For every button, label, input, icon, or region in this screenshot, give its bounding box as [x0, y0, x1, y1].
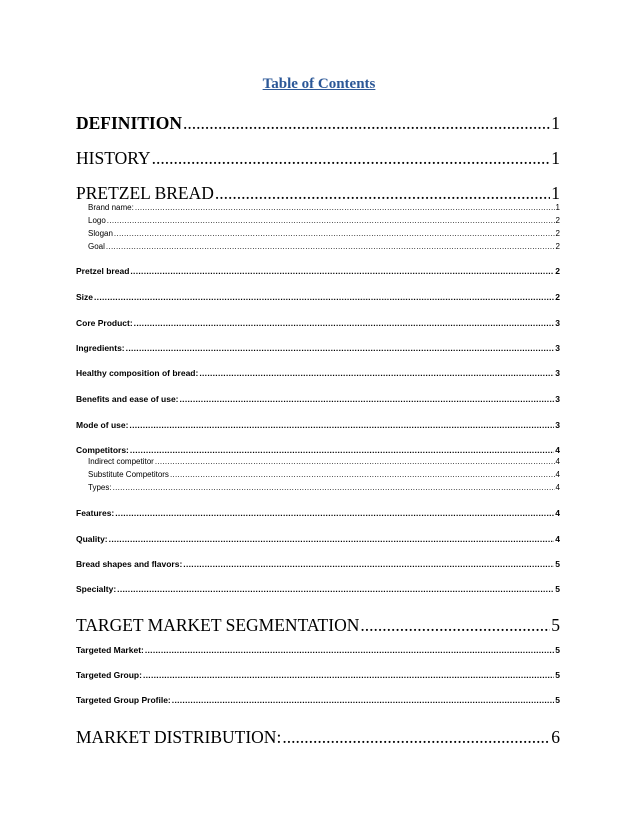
toc-entry[interactable] [76, 343, 560, 353]
toc-entry-label: TARGET MARKET SEGMENTATION [76, 615, 360, 635]
toc-dot-leader [282, 727, 550, 748]
toc-entry-label: Core Product: [76, 318, 133, 328]
toc-entry-label: Ingredients: [76, 343, 125, 353]
toc-dot-leader [155, 457, 555, 466]
toc-dot-leader [183, 559, 554, 569]
toc-entry[interactable] [76, 318, 560, 328]
toc-dot-leader [130, 445, 554, 455]
toc-dot-leader [94, 292, 554, 302]
toc-entry[interactable] [76, 183, 560, 204]
toc-dot-leader [115, 508, 554, 518]
toc-entry-label: Indirect competitor [88, 457, 154, 466]
toc-entry-label: Size [76, 292, 94, 302]
toc-entry-label: Slogan [88, 229, 113, 238]
toc-entry[interactable] [76, 695, 560, 705]
toc-page-number: 3 [555, 343, 560, 353]
toc-dot-leader [145, 645, 554, 655]
toc-entry-label: Competitors: [76, 445, 129, 455]
toc-entry-label: PRETZEL BREAD [76, 183, 214, 203]
toc-entry-label: HISTORY [76, 148, 151, 168]
toc-page-number: 2 [555, 266, 560, 276]
toc-entry[interactable] [76, 584, 560, 594]
toc-dot-leader [215, 183, 550, 204]
toc-entry-label: Features: [76, 508, 115, 518]
toc-entry-label: Healthy composition of bread: [76, 368, 199, 378]
toc-dot-leader [107, 216, 555, 225]
toc-entry-label: Specialty: [76, 584, 117, 594]
toc-entry[interactable] [76, 483, 560, 492]
toc-page-number: 4 [555, 457, 560, 466]
toc-page-number: 5 [555, 584, 560, 594]
toc-dot-leader [172, 695, 554, 705]
toc-dot-leader [114, 229, 555, 238]
toc-entry[interactable] [76, 470, 560, 479]
toc-entry[interactable] [76, 394, 560, 404]
toc-entry-label: Bread shapes and flavors: [76, 559, 183, 569]
toc-page-number: 4 [555, 470, 560, 479]
toc-page-number: 4 [555, 445, 560, 455]
toc-dot-leader [143, 670, 554, 680]
toc-entry-label: Brand name: [88, 203, 134, 212]
toc-entry-label: Targeted Market: [76, 645, 144, 655]
toc-entry[interactable] [76, 242, 560, 251]
toc-entry-label: Mode of use: [76, 420, 129, 430]
toc-page-number: 2 [555, 292, 560, 302]
toc-entry[interactable] [76, 266, 560, 276]
toc-entry-label: Benefits and ease of use: [76, 394, 179, 404]
toc-page-number: 2 [555, 229, 560, 238]
toc-page-number: 1 [551, 113, 560, 133]
toc-page-number: 3 [555, 318, 560, 328]
toc-page-number: 4 [555, 483, 560, 492]
toc-page-number: 4 [555, 534, 560, 544]
toc-page-number: 6 [551, 727, 560, 747]
toc-dot-leader [126, 343, 555, 353]
toc-entry[interactable] [76, 534, 560, 544]
toc-page-number: 1 [555, 203, 560, 212]
toc-entry[interactable] [76, 559, 560, 569]
toc-entry[interactable] [76, 368, 560, 378]
toc-dot-leader [183, 113, 550, 134]
toc-entry[interactable] [76, 445, 560, 455]
toc-entry-label: Targeted Group: [76, 670, 142, 680]
toc-page-number: 3 [555, 368, 560, 378]
toc-entry-label: Goal [88, 242, 105, 251]
toc-entry[interactable] [76, 727, 560, 748]
toc-dot-leader [117, 584, 554, 594]
toc-entry-label: Logo [88, 216, 106, 225]
toc-entry-label: MARKET DISTRIBUTION: [76, 727, 282, 747]
toc-dot-leader [180, 394, 555, 404]
toc-entry[interactable] [76, 113, 560, 134]
toc-entry[interactable] [76, 508, 560, 518]
toc-page-number: 5 [555, 670, 560, 680]
toc-dot-leader [199, 368, 554, 378]
toc-dot-leader [134, 318, 555, 328]
toc-page-number: 1 [551, 183, 560, 203]
page-title: Table of Contents [262, 76, 376, 92]
toc-entry-label: Pretzel bread [76, 266, 130, 276]
toc-page-number: 5 [555, 645, 560, 655]
toc-page-number: 5 [551, 615, 560, 635]
toc-entry-label: DEFINITION [76, 113, 182, 133]
toc-entry[interactable] [76, 203, 560, 212]
toc-page-number: 2 [555, 242, 560, 251]
toc-entry[interactable] [76, 420, 560, 430]
toc-dot-leader [109, 534, 555, 544]
toc-entry[interactable] [76, 670, 560, 680]
toc-entry-label: Substitute Competitors [88, 470, 169, 479]
toc-dot-leader [130, 266, 554, 276]
toc-dot-leader [129, 420, 554, 430]
toc-page-number: 1 [551, 148, 560, 168]
toc-dot-leader [113, 483, 555, 492]
toc-entry-label: Quality: [76, 534, 108, 544]
toc-page-number: 5 [555, 695, 560, 705]
toc-entry-label: Types: [88, 483, 112, 492]
toc-page-number: 4 [555, 508, 560, 518]
toc-dot-leader [360, 615, 550, 636]
toc-page-number: 3 [555, 394, 560, 404]
table-of-contents [76, 0, 560, 826]
toc-entry[interactable] [76, 216, 560, 225]
toc-entry[interactable] [76, 457, 560, 466]
toc-page-number: 5 [555, 559, 560, 569]
toc-entry[interactable] [76, 645, 560, 655]
toc-dot-leader [170, 470, 555, 479]
toc-entry[interactable] [76, 615, 560, 636]
toc-dot-leader [106, 242, 555, 251]
toc-entry[interactable] [76, 292, 560, 302]
toc-entry[interactable] [76, 229, 560, 238]
toc-page-number: 2 [555, 216, 560, 225]
toc-entry-label: Targeted Group Profile: [76, 695, 171, 705]
toc-dot-leader [152, 148, 551, 169]
toc-entry[interactable] [76, 148, 560, 169]
toc-dot-leader [135, 203, 555, 212]
toc-page-number: 3 [555, 420, 560, 430]
